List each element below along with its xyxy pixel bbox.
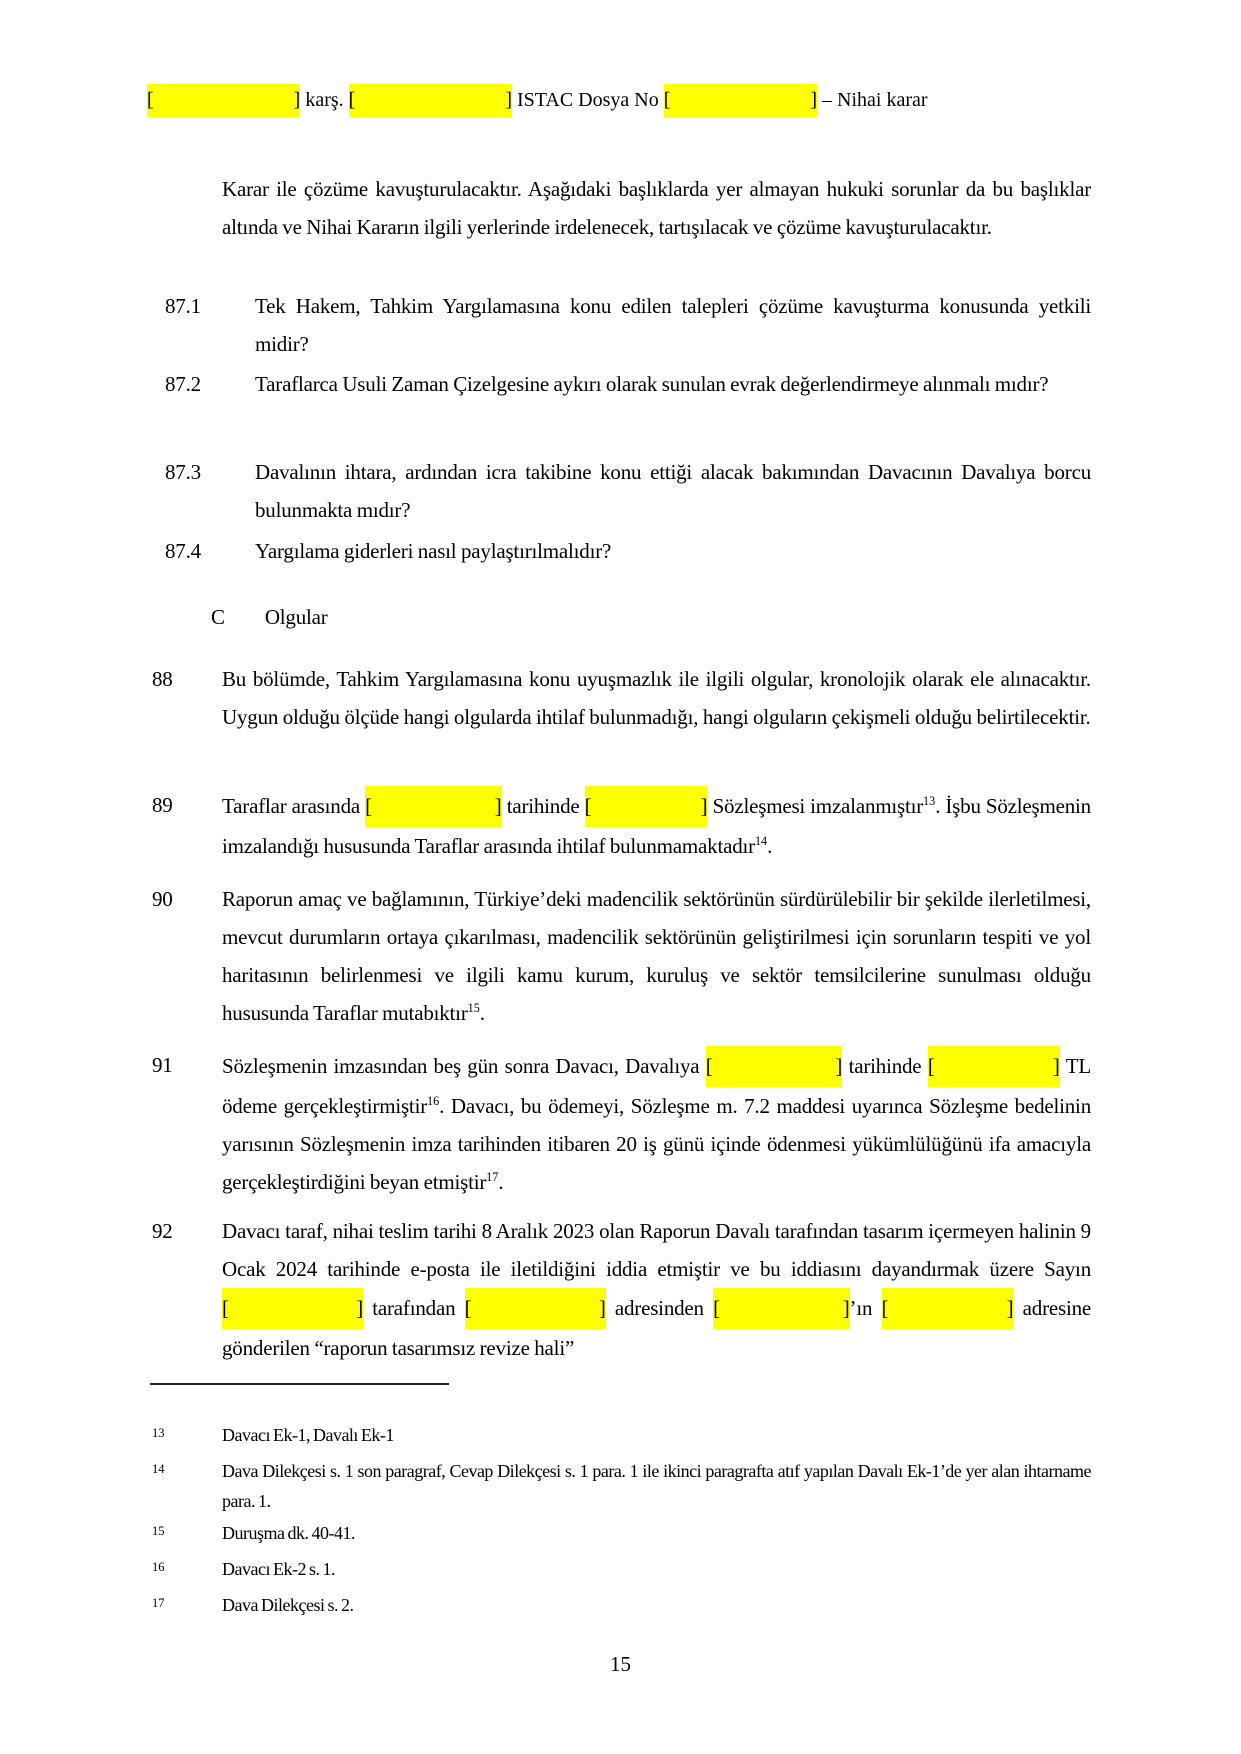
footnote-ref: 15 bbox=[467, 1001, 480, 1015]
paragraph-90 bbox=[150, 880, 1091, 1032]
paragraph-number: 88 bbox=[152, 667, 173, 691]
footnote-text: Duruşma dk. 40-41. bbox=[222, 1523, 355, 1543]
redacted-text: [ ] bbox=[349, 84, 512, 117]
redacted-text: [ ] bbox=[664, 84, 817, 117]
redacted-text: [ ] bbox=[222, 1288, 363, 1329]
paragraph-text: Davalının ihtara, ardından icra takibine konu ettiği alacak bakımından Davacının Davalıya borcu bulunmakta mıdır? bbox=[255, 460, 1091, 522]
section-letter: C bbox=[211, 605, 225, 629]
footnote-number: 16 bbox=[152, 1560, 165, 1574]
question-87-2 bbox=[150, 365, 1091, 403]
paragraph-text: Taraflar arasında [ ] tarihinde [ ] Sözleşmesi imzalanmıştır$^{13}$. İşbu Sözleşmenin imzalandığı hususunda Taraflar arasında ihtilaf bulunmamaktadır$^{14}$. bbox=[222, 786, 1091, 865]
footnote-number: 15 bbox=[152, 1524, 165, 1538]
paragraph-number: 91 bbox=[152, 1053, 173, 1077]
page-number: 15 bbox=[610, 1652, 631, 1676]
footnote-number: 13 bbox=[152, 1426, 165, 1440]
redacted-text: [ ] bbox=[585, 786, 708, 827]
paragraph-text: Karar ile çözüme kavuşturulacaktır. Aşağıdaki başlıklarda yer almayan hukuki sorunlar da bu başlıklar altında ve Nihai Kararın ilgili yerlerinde irdelenecek, tartışılacak ve çözüme kavuşturulacaktır. bbox=[222, 177, 1091, 239]
paragraph-89 bbox=[150, 786, 1091, 865]
redacted-text: [ ] bbox=[882, 1288, 1014, 1329]
paragraph-number: 87.1 bbox=[165, 294, 201, 318]
paragraph-number: 92 bbox=[152, 1219, 173, 1243]
section-heading bbox=[150, 598, 1091, 636]
footnote-number: 17 bbox=[152, 1596, 165, 1610]
footnote-ref: 17 bbox=[486, 1170, 499, 1184]
question-87-4 bbox=[150, 532, 1091, 570]
redacted-text: [ ] bbox=[706, 1046, 842, 1087]
intro-paragraph bbox=[150, 170, 1091, 246]
paragraph-text: Raporun amaç ve bağlamının, Türkiye’deki madencilik sektörünün sürdürülebilir bir şekilde ilerletilmesi, mevcut durumların ortaya çıkarılması, madencilik sektörünün geliştirilmesi için sorunların tespiti ve yol haritasının belirlenmesi ve ilgili kamu kurum, kuruluş ve sektör temsilcilerine sunulması olduğu hususunda Taraflar mutabıktır$^{15}$. bbox=[222, 887, 1091, 1025]
footnote-15 bbox=[150, 1518, 1091, 1548]
section-title: Olgular bbox=[264, 605, 328, 629]
footnote-text: Dava Dilekçesi s. 1 son paragraf, Cevap Dilekçesi s. 1 para. 1 ile ikinci paragrafta atıf yapılan Davalı Ek-1’de yer alan ihtarname para. 1. bbox=[222, 1461, 1091, 1511]
redacted-text: [ ] bbox=[365, 786, 501, 827]
footnote-13 bbox=[150, 1420, 1091, 1450]
redacted-text: [ ] bbox=[465, 1288, 606, 1329]
footnote-16 bbox=[150, 1554, 1091, 1584]
footnote-text: Davacı Ek-1, Davalı Ek-1 bbox=[222, 1425, 394, 1445]
paragraph-number: 87.2 bbox=[165, 372, 201, 396]
paragraph-number: 90 bbox=[152, 887, 173, 911]
paragraph-text: Yargılama giderleri nasıl paylaştırılmalıdır? bbox=[255, 539, 612, 563]
paragraph-text: Bu bölümde, Tahkim Yargılamasına konu uyuşmazlık ile ilgili olgular, kronolojik olarak ele alınacaktır. Uygun olduğu ölçüde hangi olgularda ihtilaf bulunmadığı, hangi olguların çekişmeli olduğu belirtilecektir. bbox=[222, 667, 1091, 729]
paragraph-number: 89 bbox=[152, 793, 173, 817]
paragraph-text: Taraflarca Usuli Zaman Çizelgesine aykırı olarak sunulan evrak değerlendirmeye alınmalı mıdır? bbox=[255, 372, 1049, 396]
paragraph-88 bbox=[150, 660, 1091, 736]
footnote-ref: 16 bbox=[427, 1094, 440, 1108]
footnote-14 bbox=[150, 1456, 1091, 1516]
footnote-text: Dava Dilekçesi s. 2. bbox=[222, 1595, 354, 1615]
paragraph-text: Sözleşmenin imzasından beş gün sonra Davacı, Davalıya [ ] tarihinde [ ] TL ödeme gerçekleştirmiştir$^{16}$. Davacı, bu ödemeyi, Sözleşme m. 7.2 maddesi uyarınca Sözleşme bedelinin yarısının Sözleşmenin imza tarihinden itibaren 20 iş günü içinde ödenmesi yükümlülüğünü ifa amacıyla gerçekleştirdiğini beyan etmiştir$^{17}$. bbox=[222, 1046, 1091, 1201]
footnote-ref: 13 bbox=[923, 794, 936, 808]
question-87-1 bbox=[150, 287, 1091, 363]
redacted-text: [ ] bbox=[147, 84, 300, 117]
paragraph-92 bbox=[150, 1212, 1091, 1367]
footnote-17 bbox=[150, 1590, 1091, 1620]
paragraph-text: Davacı taraf, nihai teslim tarihi 8 Aralık 2023 olan Raporun Davalı tarafından tasarım içermeyen halinin 9 Ocak 2024 tarihinde e-posta ile iletildiğini iddia etmiştir ve bu iddiasını dayandırmak üzere Sayın [ ] tarafından [ ] adresinden [ ]’ın [ ] adresine gönderilen “raporun tasarımsız revize hali” bbox=[222, 1219, 1092, 1360]
footnote-ref: 14 bbox=[754, 834, 768, 848]
question-87-3 bbox=[150, 453, 1091, 529]
redacted-text: [ ] bbox=[928, 1046, 1060, 1087]
footnote-separator bbox=[150, 1383, 449, 1385]
paragraph-text: Tek Hakem, Tahkim Yargılamasına konu edilen talepleri çözüme kavuşturma konusunda yetkili midir? bbox=[255, 294, 1091, 356]
paragraph-91 bbox=[150, 1046, 1091, 1201]
page-header: [ ] karş. [ ] ISTAC Dosya No [ ] – Nihai karar bbox=[147, 84, 928, 117]
footnote-text: Davacı Ek-2 s. 1. bbox=[222, 1559, 335, 1579]
paragraph-number: 87.3 bbox=[165, 460, 201, 484]
redacted-text: [ ] bbox=[713, 1288, 849, 1329]
paragraph-number: 87.4 bbox=[165, 539, 201, 563]
footnote-number: 14 bbox=[152, 1462, 165, 1476]
